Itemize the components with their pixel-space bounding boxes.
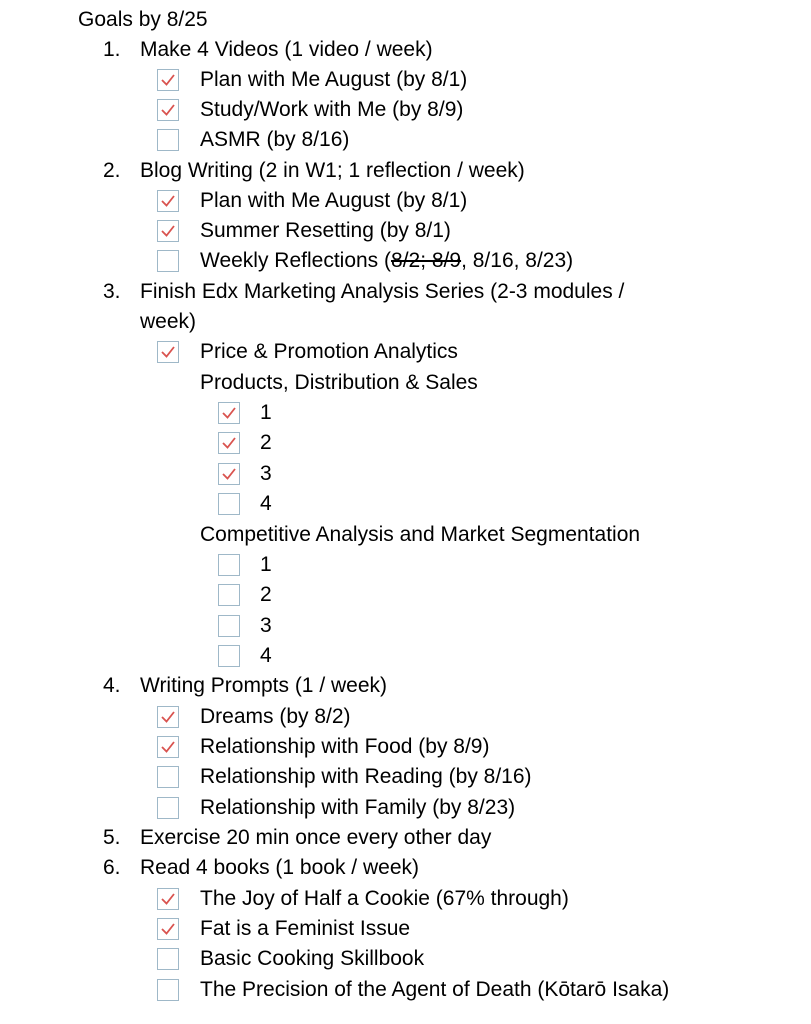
checkbox-unchecked[interactable]: [157, 250, 179, 272]
checklist-item: [0, 944, 811, 974]
checkmark-icon: [160, 922, 176, 936]
checkbox-checked[interactable]: [157, 99, 179, 121]
checkbox-checked[interactable]: [157, 190, 179, 212]
checkbox-checked[interactable]: [157, 341, 179, 363]
checkmark-icon: [160, 224, 176, 238]
checkbox-checked[interactable]: [157, 736, 179, 758]
checkbox-unchecked[interactable]: [218, 615, 240, 637]
module-item: [0, 611, 811, 641]
checklist-item: [0, 186, 811, 216]
module-item: [0, 641, 811, 671]
checklist-item-label: Dreams (by 8/2): [200, 705, 351, 728]
goal-3-continued: [0, 307, 811, 337]
label-prefix: Weekly Reflections (: [200, 249, 392, 272]
checklist-item: [0, 732, 811, 762]
checkbox-checked[interactable]: [157, 918, 179, 940]
checkmark-icon: [160, 892, 176, 906]
goal-number: 1.: [103, 38, 121, 61]
goal-1: [0, 35, 811, 65]
checklist-item: [0, 125, 811, 155]
module-label: 3: [260, 462, 272, 485]
module-label: 1: [260, 553, 272, 576]
module-label: 4: [260, 492, 272, 515]
checkbox-unchecked[interactable]: [218, 645, 240, 667]
goal-text: Read 4 books (1 book / week): [140, 856, 419, 879]
checkbox-unchecked[interactable]: [157, 766, 179, 788]
module-label: 2: [260, 583, 272, 606]
checkbox-unchecked[interactable]: [218, 584, 240, 606]
checklist-item: [0, 95, 811, 125]
module-item: [0, 489, 811, 519]
checkmark-icon: [160, 740, 176, 754]
checkbox-checked[interactable]: [218, 432, 240, 454]
checkbox-checked[interactable]: [218, 402, 240, 424]
checklist-item: [0, 337, 811, 367]
module-item: [0, 580, 811, 610]
goal-2: [0, 156, 811, 186]
document-title: Goals by 8/25: [78, 8, 208, 31]
checklist-item: [0, 884, 811, 914]
goal-text: Blog Writing (2 in W1; 1 reflection / week): [140, 159, 525, 182]
goal-text: Writing Prompts (1 / week): [140, 674, 388, 697]
checkbox-unchecked[interactable]: [157, 129, 179, 151]
goal-text: Make 4 Videos (1 video / week): [140, 38, 433, 61]
module-label: 2: [260, 431, 272, 454]
module-item: [0, 550, 811, 580]
checkmark-icon: [160, 345, 176, 359]
checklist-item-label: Relationship with Food (by 8/9): [200, 735, 490, 758]
checklist-item-label: Study/Work with Me (by 8/9): [200, 98, 464, 121]
checklist-item: [0, 975, 811, 1005]
checklist-item-label: The Precision of the Agent of Death (Kōtarō Isaka): [200, 978, 670, 1001]
goal-number: 3.: [103, 280, 121, 303]
checkmark-icon: [221, 436, 237, 450]
checkmark-icon: [221, 467, 237, 481]
goal-4: [0, 671, 811, 701]
checklist-item-label: Basic Cooking Skillbook: [200, 947, 425, 970]
goal-number: 2.: [103, 159, 121, 182]
checkbox-checked[interactable]: [157, 888, 179, 910]
checklist-item: [0, 914, 811, 944]
checklist-item-label: Relationship with Reading (by 8/16): [200, 765, 532, 788]
checklist-item: [0, 793, 811, 823]
checkbox-checked[interactable]: [157, 706, 179, 728]
goal-text: Finish Edx Marketing Analysis Series (2-3 modules /: [140, 280, 625, 303]
checklist-item-label: Plan with Me August (by 8/1): [200, 68, 468, 91]
module-item: [0, 459, 811, 489]
checkbox-unchecked[interactable]: [218, 493, 240, 515]
goal-text-continued: week): [140, 310, 197, 333]
checklist-item: [0, 702, 811, 732]
checkbox-checked[interactable]: [218, 463, 240, 485]
checklist-item: [0, 762, 811, 792]
checklist-item-label: Price & Promotion Analytics: [200, 340, 458, 363]
module-item: [0, 398, 811, 428]
checklist-item-label: The Joy of Half a Cookie (67% through): [200, 887, 569, 910]
checklist-item-label: Fat is a Feminist Issue: [200, 917, 411, 940]
checkbox-unchecked[interactable]: [218, 554, 240, 576]
checklist-item: [0, 216, 811, 246]
checkbox-checked[interactable]: [157, 69, 179, 91]
goal-number: 6.: [103, 856, 121, 879]
section-heading: Products, Distribution & Sales: [200, 371, 478, 394]
checkmark-icon: [160, 710, 176, 724]
checkbox-unchecked[interactable]: [157, 948, 179, 970]
module-label: 3: [260, 614, 272, 637]
goal-5: [0, 823, 811, 853]
checkmark-icon: [160, 194, 176, 208]
checkbox-checked[interactable]: [157, 220, 179, 242]
module-label: 1: [260, 401, 272, 424]
goal-3: [0, 277, 811, 307]
checklist-item-label: Plan with Me August (by 8/1): [200, 189, 468, 212]
checklist-item: [0, 246, 811, 276]
checklist-item-label: ASMR (by 8/16): [200, 128, 350, 151]
checklist-item-label: [200, 246, 573, 276]
module-label: 4: [260, 644, 272, 667]
checklist-item-label: Relationship with Family (by 8/23): [200, 796, 516, 819]
goal-6: [0, 853, 811, 883]
checkmark-icon: [160, 103, 176, 117]
struck-dates: 8/2; 8/9: [391, 249, 462, 272]
module-item: [0, 428, 811, 458]
checklist-item: [0, 65, 811, 95]
checkmark-icon: [221, 406, 237, 420]
goal-number: 5.: [103, 826, 121, 849]
checklist-item-label: Summer Resetting (by 8/1): [200, 219, 451, 242]
checkmark-icon: [160, 73, 176, 87]
checkbox-unchecked[interactable]: [157, 797, 179, 819]
section-heading: Competitive Analysis and Market Segmentation: [200, 523, 641, 546]
goal-number: 4.: [103, 674, 121, 697]
label-suffix: , 8/16, 8/23): [461, 249, 574, 272]
checkbox-unchecked[interactable]: [157, 979, 179, 1001]
goal-text: Exercise 20 min once every other day: [140, 826, 492, 849]
